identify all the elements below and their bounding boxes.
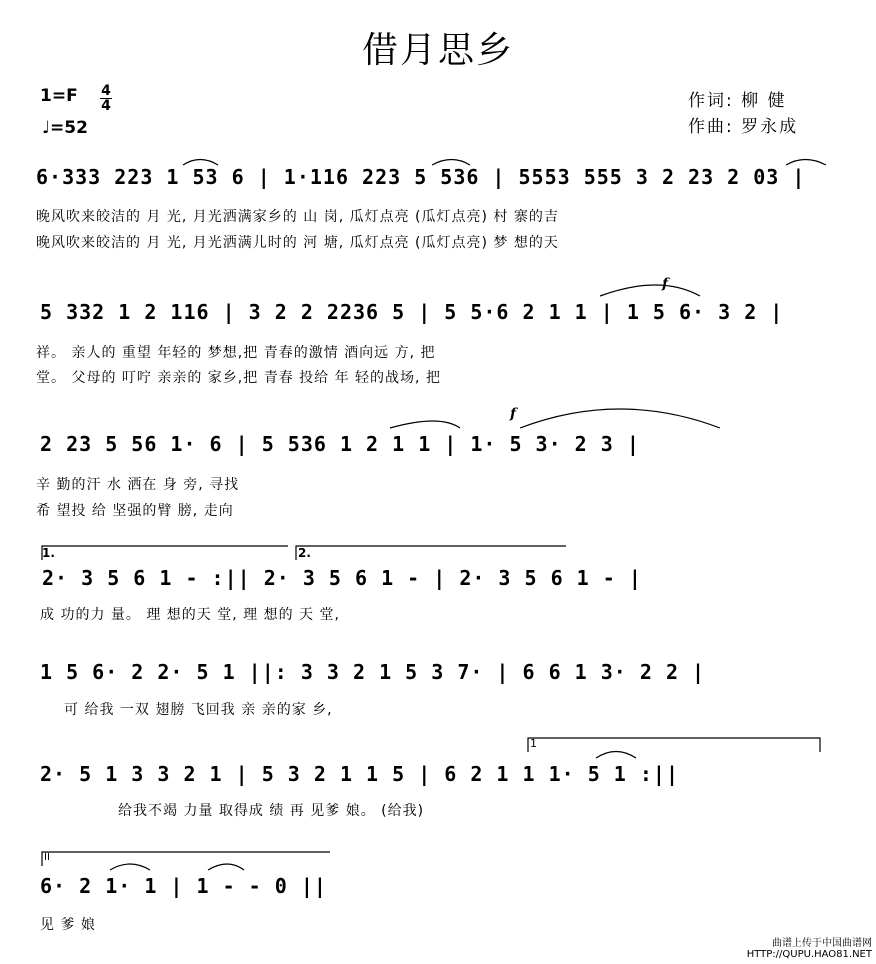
time-signature-bottom: 4: [101, 98, 111, 114]
volta-2-label: 2.: [298, 546, 311, 560]
volta-1-label: 1.: [42, 546, 55, 560]
lyrics-line-4: 成 功的力 量。 理 想的天 堂, 理 想的 天 堂,: [40, 607, 340, 623]
notation-line-3: 2 23 5 56 1· 6 | 5 536 1 2 1 1 | 1· 5 3· 2 3 |: [40, 432, 640, 456]
volta-2-bracket-label: II: [44, 852, 50, 863]
slur: [110, 864, 150, 870]
watermark-line-1: 曲谱上传于中国曲谱网: [772, 938, 872, 949]
composer-credit: 作曲: 罗永成: [688, 117, 799, 137]
site-watermark: [747, 938, 872, 960]
notation-line-7: 6· 2 1· 1 | 1 - - 0 ||: [40, 874, 327, 898]
volta-bracket-1: [42, 546, 288, 560]
dynamic-forte-1: f: [662, 276, 669, 292]
slur: [600, 285, 700, 296]
lyrics-line-7: 见 爹 娘: [40, 917, 96, 933]
lyrics-line-1a: 晚风吹来皎洁的 月 光, 月光洒满家乡的 山 岗, 瓜灯点亮 (瓜灯点亮) 村 寨的吉: [36, 209, 559, 225]
lyrics-line-1b: 晚风吹来皎洁的 月 光, 月光洒满儿时的 河 塘, 瓜灯点亮 (瓜灯点亮) 梦 想的天: [36, 235, 559, 251]
notation-line-6: 2· 5 1 3 3 2 1 | 5 3 2 1 1 5 | 6 2 1 1 1· 5 1 :||: [40, 762, 680, 786]
lyrics-line-5: 可 给我 一双 翅膀 飞回我 亲 亲的家 乡,: [64, 702, 333, 718]
lyrics-line-6: 给我不竭 力量 取得成 绩 再 见爹 娘。 (给我): [118, 803, 425, 819]
volta-bracket-2: [296, 546, 566, 560]
slur: [390, 421, 460, 428]
lyrics-line-2a: 祥。 亲人的 重望 年轻的 梦想,把 青春的激情 酒向远 方, 把: [36, 345, 436, 361]
lyricist-credit: 作词: 柳 健: [688, 91, 787, 111]
slur: [183, 160, 218, 166]
tempo-marking: ♩=52: [42, 118, 88, 138]
slur: [208, 864, 244, 870]
notation-line-2: 5 332 1 2 116 | 3 2 2 2236 5 | 5 5·6 2 1 1 | 1 5 6· 3 2 |: [40, 300, 784, 324]
slur: [520, 409, 720, 428]
volta-1-bracket-label: 1: [530, 737, 537, 750]
notation-line-4: 2· 3 5 6 1 - :|| 2· 3 5 6 1 - | 2· 3 5 6 1 - |: [42, 566, 642, 590]
slur: [596, 752, 636, 759]
watermark-line-2: HTTP://QUPU.HAO81.NET: [746, 949, 872, 960]
key-signature: 1=F: [40, 86, 78, 106]
score-title: 借月思乡: [361, 30, 514, 71]
slur: [786, 160, 826, 166]
dynamic-forte-2: f: [510, 406, 517, 422]
volta-bracket-3: [528, 738, 820, 752]
lyrics-line-3a: 辛 勤的汗 水 洒在 身 旁, 寻找: [36, 477, 240, 493]
time-signature-top: 4: [101, 83, 111, 99]
lyrics-line-2b: 堂。 父母的 叮咛 亲亲的 家乡,把 青春 投给 年 轻的战场, 把: [36, 370, 441, 386]
slur: [432, 160, 470, 166]
notation-line-1: 6·333 223 1 53 6 | 1·116 223 5 536 | 5553 555 3 2 23 2 03 |: [36, 165, 806, 189]
volta-bracket-4: [42, 852, 330, 866]
notation-line-5: 1 5 6· 2 2· 5 1 ||: 3 3 2 1 5 3 7· | 6 6 1 3· 2 2 |: [40, 660, 706, 684]
lyrics-line-3b: 希 望投 给 坚强的臂 膀, 走向: [36, 503, 234, 519]
